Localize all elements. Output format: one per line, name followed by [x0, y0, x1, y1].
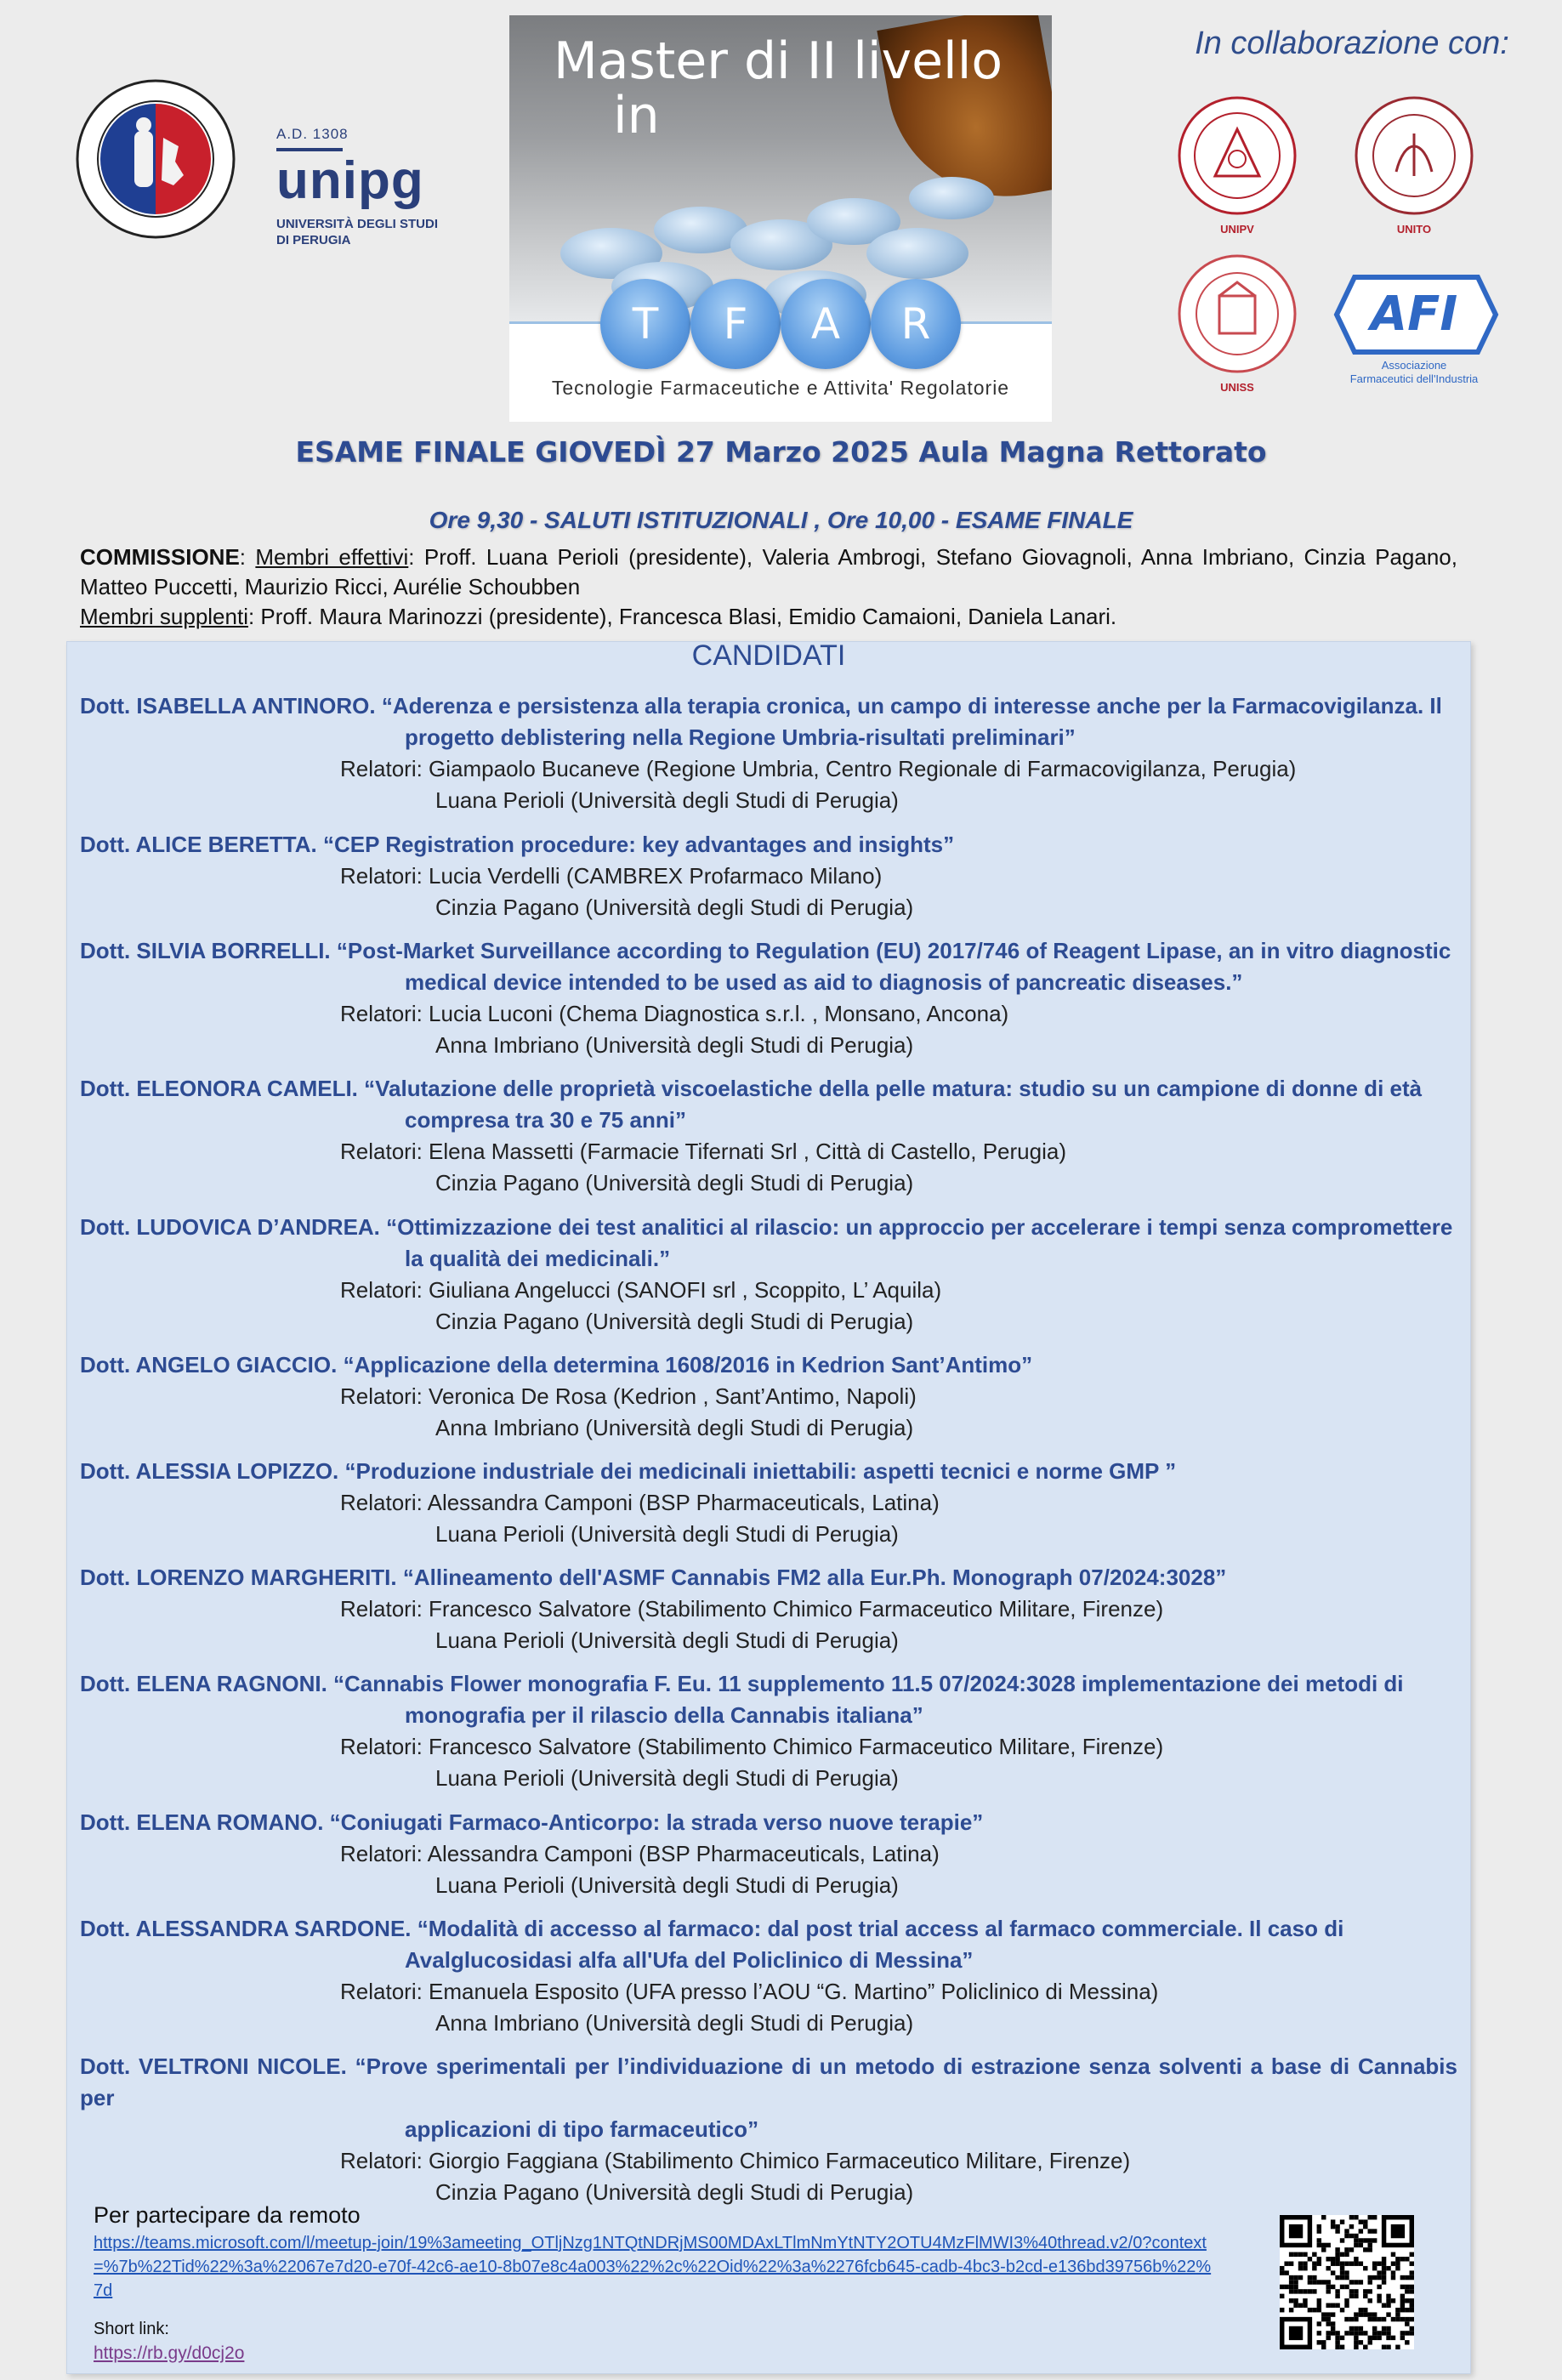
uniss-seal-icon [1177, 253, 1298, 374]
qr-code[interactable] [1280, 2215, 1414, 2349]
candidate-relatore-1: Relatori: Francesco Salvatore (Stabilimento Chimico Farmaceutico Militare, Firenze) [340, 1596, 1164, 1622]
banner-title [554, 31, 1030, 145]
unipg-subtitle-line-1: UNIVERSITÀ DEGLI STUDI [276, 217, 439, 231]
unipv-logo [1173, 95, 1301, 236]
candidate-thesis-title [80, 1913, 1457, 1976]
candidate-relatore-2: Luana Perioli (Università degli Studi di Perugia) [435, 787, 899, 813]
perugia-seal-logo [75, 78, 236, 240]
candidate-thesis-line-1: Dott. ISABELLA ANTINORO. “Aderenza e persistenza alla terapia cronica, un campo di interesse anche per la Farmacovigilanza. Il [80, 693, 1442, 719]
candidate-thesis-title [80, 935, 1457, 998]
candidate-entry [80, 935, 1457, 1061]
exam-title: ESAME FINALE GIOVEDÌ 27 Marzo 2025 Aula Magna Rettorato [295, 435, 1267, 469]
candidate-thesis-title [80, 1668, 1457, 1731]
collaboration-label: In collaborazione con: [1195, 26, 1509, 61]
banner-band [509, 321, 1052, 422]
candidate-relatore-2: Cinzia Pagano (Università degli Studi di Perugia) [435, 2179, 914, 2205]
commission-label: COMMISSIONE [80, 544, 240, 570]
afi-subtitle-line-1: Associazione [1381, 359, 1447, 372]
candidate-thesis-line-1: Dott. ALESSIA LOPIZZO. “Produzione industriale dei medicinali iniettabili: aspetti tecnici e norme GMP ” [80, 1458, 1177, 1484]
unipg-founding-year: A.D. 1308 [276, 126, 349, 142]
candidate-thesis-title [80, 1456, 1457, 1487]
candidate-entry [80, 2051, 1457, 2208]
candidate-thesis-title [80, 1562, 1457, 1593]
unipg-wordmark: unipg [276, 151, 424, 210]
candidate-thesis-title [80, 1807, 1457, 1838]
candidate-thesis-line-1: Dott. SILVIA BORRELLI. “Post-Market Surveillance according to Regulation (EU) 2017/746 of Reagent Lipase, an in vitro diagnostic [80, 938, 1451, 963]
candidates-title: CANDIDATI [691, 639, 846, 672]
tfar-letter-a: A [781, 279, 871, 369]
teams-meeting-link[interactable]: https://teams.microsoft.com/l/meetup-join/19%3ameeting_OTljNzg1NTQtNDRjMS00MDAxLTlmNmYtNTY2OTU4MzFlMWI3%40thread.v2/0?context=%7b%22Tid%22%3a%22067e7d20-e70f-42c6-ae10-8b07e8c4a003%22%2c%22Oid%22%3a%2276fcb645-cadb-4bc3-b2cd-e136bd39756b%22%7d [94, 2234, 1212, 2300]
unito-label: UNITO [1396, 223, 1432, 236]
exam-times: Ore 9,30 - SALUTI ISTITUZIONALI , Ore 10,00 - ESAME FINALE [429, 507, 1133, 533]
candidate-thesis-line-1: Dott. LUDOVICA D’ANDREA. “Ottimizzazione dei test analitici al rilascio: un approccio per accelerare i tempi senza compromettere [80, 1214, 1453, 1240]
candidate-thesis-line-2: Avalglucosidasi alfa all'Ufa del Policlinico di Messina” [405, 1947, 974, 1973]
candidate-thesis-title [80, 2051, 1457, 2145]
candidate-entry [80, 690, 1457, 816]
candidate-thesis-line-1: Dott. ELEONORA CAMELI. “Valutazione delle proprietà viscoelastiche della pelle matura: studio su un campione di donne di età [80, 1076, 1423, 1101]
candidate-thesis-title [80, 1073, 1457, 1136]
candidate-relatore-1: Relatori: Alessandra Camponi (BSP Pharmaceuticals, Latina) [340, 1490, 940, 1515]
commission-effettivi: COMMISSIONE: Membri effettivi: Proff. Luana Perioli (presidente), Valeria Ambrogi, Stefano Giovagnoli, Anna Imbriano, Cinzia Pagano, Matteo Puccetti, Maurizio Ricci, Aurélie Schoubben [80, 544, 1457, 599]
afi-logo-text: AFI [1370, 287, 1458, 342]
candidate-entry [80, 1807, 1457, 1901]
short-link[interactable]: https://rb.gy/d0cj2o [94, 2343, 245, 2363]
candidate-relatore-2: Luana Perioli (Università degli Studi di Perugia) [435, 1521, 899, 1547]
banner-title-line-2: in [613, 86, 660, 145]
candidate-thesis-title [80, 829, 1457, 861]
tfar-letter-f: F [690, 279, 781, 369]
effettivi-members: : Proff. Luana Perioli (presidente), Valeria Ambrogi, Stefano Giovagnoli, Anna Imbriano, Cinzia Pagano, Matteo Puccetti, Maurizio Ricci, Aurélie Schoubben [80, 544, 1457, 599]
candidate-thesis-line-1: Dott. ANGELO GIACCIO. “Applicazione della determina 1608/2016 in Kedrion Sant’Antimo” [80, 1352, 1033, 1377]
candidate-relatore-2: Cinzia Pagano (Università degli Studi di Perugia) [435, 1309, 914, 1334]
candidate-relatore-1: Relatori: Alessandra Camponi (BSP Pharmaceuticals, Latina) [340, 1841, 940, 1866]
candidate-thesis-line-1: Dott. ELENA RAGNONI. “Cannabis Flower monografia F. Eu. 11 supplemento 11.5 07/2024:3028 implementazione dei metodi di [80, 1671, 1404, 1696]
master-banner [509, 15, 1052, 422]
candidate-thesis-line-1: Dott. ALICE BERETTA. “CEP Registration procedure: key advantages and insights” [80, 832, 955, 857]
candidate-entry [80, 1073, 1457, 1199]
remote-label: Per partecipare da remoto [94, 2202, 361, 2228]
candidate-relatore-2: Anna Imbriano (Università degli Studi di Perugia) [435, 1415, 914, 1440]
candidate-thesis-line-1: Dott. ALESSANDRA SARDONE. “Modalità di accesso al farmaco: dal post trial access al farmaco commerciale. Il caso di [80, 1916, 1344, 1941]
afi-subtitle [1325, 359, 1503, 386]
unipv-seal-icon [1177, 95, 1298, 216]
candidate-thesis-line-2: progetto deblistering nella Regione Umbria-risultati preliminari” [405, 724, 1076, 750]
candidate-entry [80, 1456, 1457, 1550]
uniss-logo [1173, 253, 1301, 394]
banner-title-line-1: Master di II livello [554, 31, 1003, 91]
candidate-relatore-2: Anna Imbriano (Università degli Studi di Perugia) [435, 1032, 914, 1058]
tfar-letter-t: T [600, 279, 690, 369]
supplenti-label: Membri supplenti [80, 604, 248, 629]
candidate-relatore-1: Relatori: Giampaolo Bucaneve (Regione Umbria, Centro Regionale di Farmacovigilanza, Perugia) [340, 756, 1297, 781]
candidate-relatore-2: Cinzia Pagano (Università degli Studi di Perugia) [435, 1170, 914, 1196]
commission-block [80, 542, 1457, 632]
candidate-relatore-2: Luana Perioli (Università degli Studi di Perugia) [435, 1765, 899, 1791]
candidate-thesis-title [80, 1349, 1457, 1381]
unipg-subtitle [276, 216, 446, 248]
commission-supplenti [80, 602, 1457, 632]
afi-logo-icon [1329, 274, 1499, 355]
candidate-thesis-line-1: Dott. ELENA ROMANO. “Coniugati Farmaco-Anticorpo: la strada verso nuove terapie” [80, 1809, 984, 1835]
candidate-relatore-1: Relatori: Emanuela Esposito (UFA presso l’AOU “G. Martino” Policlinico di Messina) [340, 1979, 1159, 2004]
unipg-logo [276, 126, 446, 248]
candidate-thesis-title [80, 1212, 1457, 1275]
candidate-relatore-1: Relatori: Elena Massetti (Farmacie Tifernati Srl , Città di Castello, Perugia) [340, 1139, 1066, 1164]
effettivi-label: Membri effettivi [255, 544, 409, 570]
candidate-relatore-1: Relatori: Giorgio Faggiana (Stabilimento Chimico Farmaceutico Militare, Firenze) [340, 2148, 1131, 2173]
uniss-label: UNISS [1220, 381, 1254, 394]
unipg-subtitle-line-2: DI PERUGIA [276, 233, 351, 247]
unito-seal-icon [1354, 95, 1474, 216]
candidate-relatore-1: Relatori: Francesco Salvatore (Stabilimento Chimico Farmaceutico Militare, Firenze) [340, 1734, 1164, 1759]
afi-subtitle-line-2: Farmaceutici dell'Industria [1349, 372, 1479, 385]
banner-subtitle: Tecnologie Farmaceutiche e Attivita' Regolatorie [551, 377, 1010, 399]
candidate-entry [80, 1212, 1457, 1338]
candidate-relatore-1: Relatori: Lucia Verdelli (CAMBREX Profarmaco Milano) [340, 863, 883, 889]
candidate-thesis-line-2: medical device intended to be used as aid to diagnosis of pancreatic diseases.” [405, 969, 1243, 995]
candidate-thesis-line-2: monografia per il rilascio della Cannabis italiana” [405, 1702, 923, 1728]
unito-logo [1350, 95, 1478, 236]
candidate-thesis-title [80, 690, 1457, 753]
pill-image [866, 228, 968, 279]
candidate-thesis-line-2: la qualità dei medicinali.” [405, 1246, 671, 1271]
candidate-relatore-2: Cinzia Pagano (Università degli Studi di Perugia) [435, 895, 914, 920]
candidate-thesis-line-2: compresa tra 30 e 75 anni” [405, 1107, 686, 1133]
short-link-label: Short link: [94, 2320, 169, 2338]
candidate-entry [80, 1562, 1457, 1656]
candidate-entry [80, 1349, 1457, 1444]
candidate-relatore-1: Relatori: Lucia Luconi (Chema Diagnostica s.r.l. , Monsano, Ancona) [340, 1001, 1009, 1026]
tfar-letter-r: R [871, 279, 961, 369]
pill-image [909, 177, 994, 219]
candidate-thesis-line-1: Dott. LORENZO MARGHERITI. “Allineamento dell'ASMF Cannabis FM2 alla Eur.Ph. Monograph 07/2024:3028” [80, 1565, 1227, 1590]
unipv-label: UNIPV [1220, 223, 1254, 236]
candidate-entry [80, 829, 1457, 923]
candidate-relatore-2: Luana Perioli (Università degli Studi di Perugia) [435, 1627, 899, 1653]
candidate-relatore-2: Anna Imbriano (Università degli Studi di Perugia) [435, 2010, 914, 2036]
candidate-entry [80, 1668, 1457, 1794]
afi-logo [1325, 274, 1503, 386]
candidate-relatore-2: Luana Perioli (Università degli Studi di Perugia) [435, 1872, 899, 1898]
seal-icon [75, 78, 236, 240]
candidate-thesis-line-1: Dott. VELTRONI NICOLE. “Prove sperimentali per l’individuazione di un metodo di estrazione senza solventi a base di Cannabis per [80, 2053, 1457, 2110]
candidate-relatore-1: Relatori: Giuliana Angelucci (SANOFI srl , Scoppito, L’ Aquila) [340, 1277, 942, 1303]
candidate-relatore-1: Relatori: Veronica De Rosa (Kedrion , Sant’Antimo, Napoli) [340, 1383, 917, 1409]
supplenti-members: : Proff. Maura Marinozzi (presidente), Francesca Blasi, Emidio Camaioni, Daniela Lanari. [247, 604, 1117, 629]
candidate-thesis-line-2: applicazioni di tipo farmaceutico” [405, 2116, 759, 2142]
candidate-entry [80, 1913, 1457, 2039]
qr-code-icon [1280, 2215, 1414, 2349]
